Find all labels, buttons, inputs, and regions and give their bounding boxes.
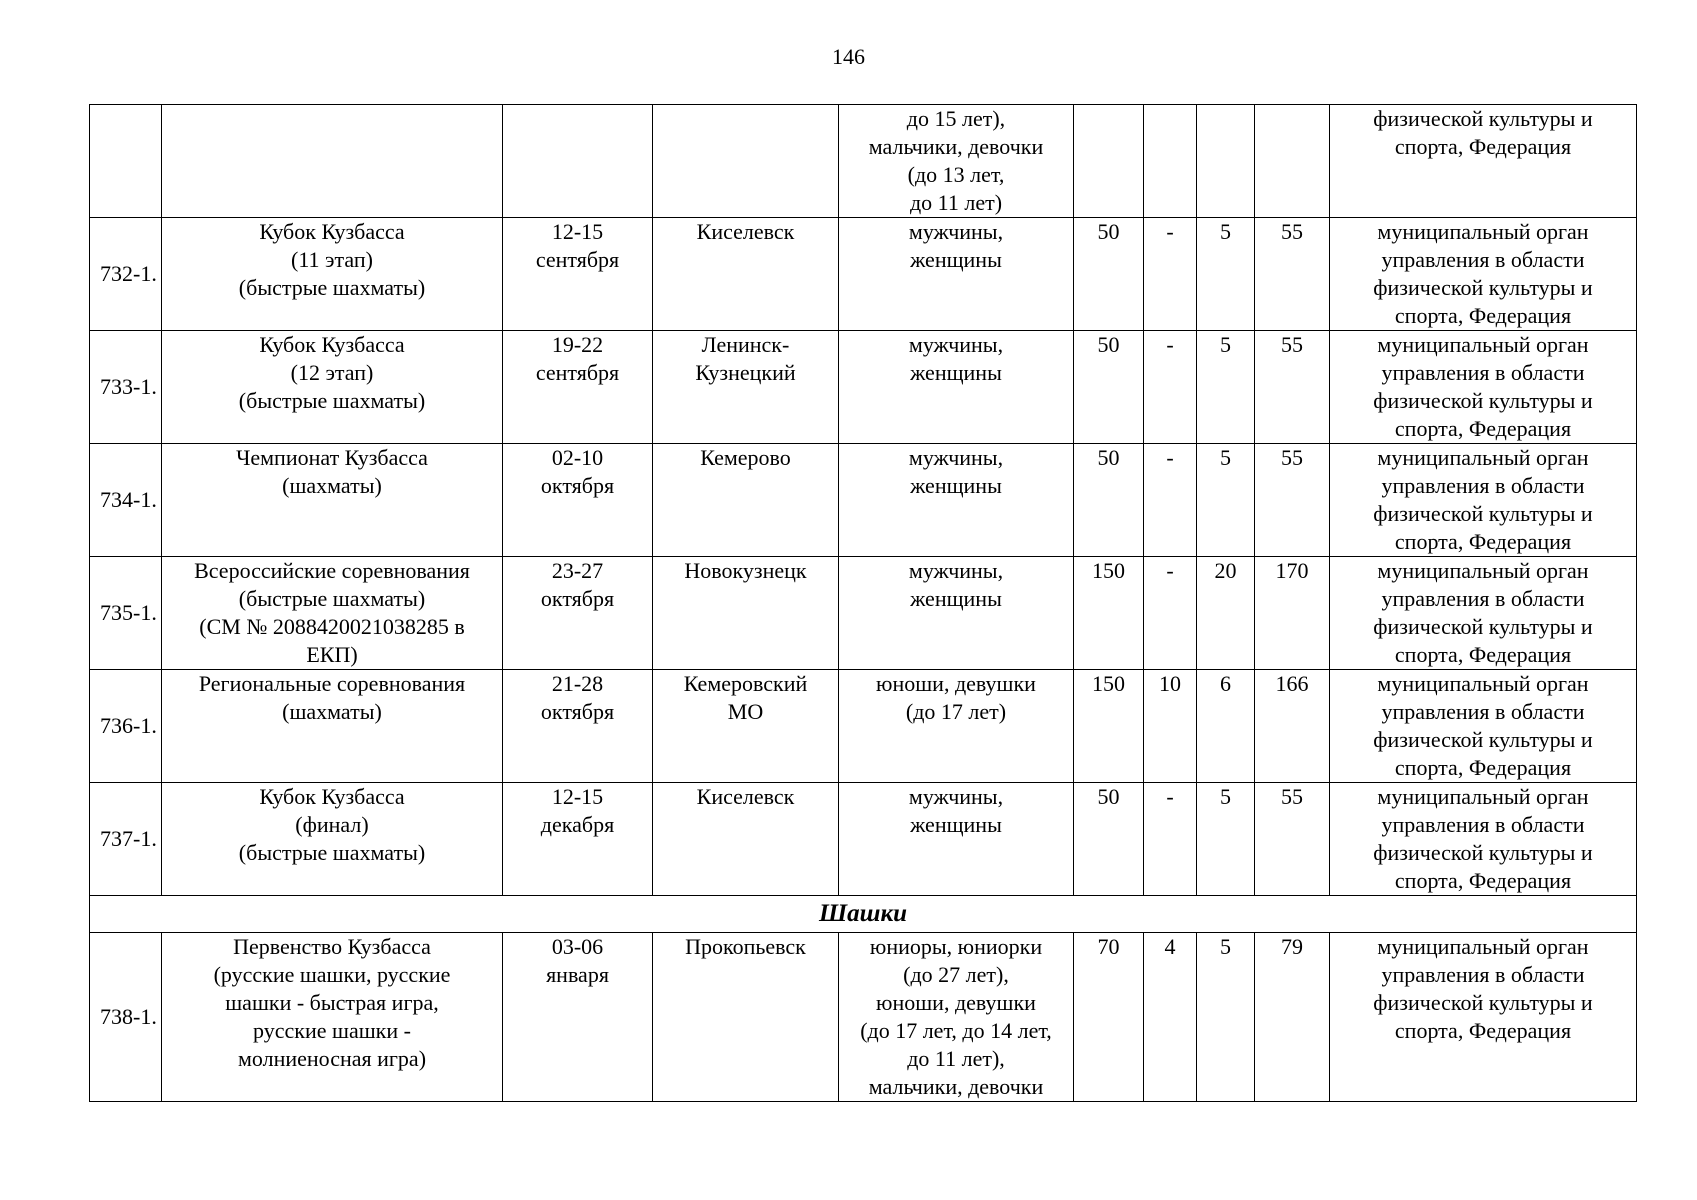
count-3: 5: [1197, 444, 1255, 557]
table-row: [90, 105, 1637, 218]
event-name: [162, 105, 503, 218]
event-dates: 23-27 октября: [503, 557, 653, 670]
table-row: [90, 218, 1637, 331]
event-organizer: муниципальный орган управления в области физической культуры и спорта, Федерация: [1330, 783, 1637, 896]
event-place: Киселевск: [653, 783, 839, 896]
event-participants: мужчины, женщины: [839, 331, 1074, 444]
event-place: Прокопьевск: [653, 933, 839, 1102]
count-total: 55: [1255, 444, 1330, 557]
event-place: Кемерово: [653, 444, 839, 557]
event-participants: мужчины, женщины: [839, 557, 1074, 670]
row-number: 734-1.: [90, 444, 162, 557]
count-3: 6: [1197, 670, 1255, 783]
event-place: Новокузнецк: [653, 557, 839, 670]
event-organizer: муниципальный орган управления в области физической культуры и спорта, Федерация: [1330, 670, 1637, 783]
event-dates: 12-15 сентября: [503, 218, 653, 331]
table-row: [90, 444, 1637, 557]
event-place: Ленинск- Кузнецкий: [653, 331, 839, 444]
count-2: -: [1144, 331, 1197, 444]
table-row: [90, 783, 1637, 896]
count-total: 79: [1255, 933, 1330, 1102]
count-total: [1255, 105, 1330, 218]
count-1: [1074, 105, 1144, 218]
table-row: [90, 331, 1637, 444]
event-organizer: физической культуры и спорта, Федерация: [1330, 105, 1637, 218]
event-organizer: муниципальный орган управления в области физической культуры и спорта, Федерация: [1330, 444, 1637, 557]
event-participants: до 15 лет), мальчики, девочки (до 13 лет, до 11 лет): [839, 105, 1074, 218]
count-2: -: [1144, 218, 1197, 331]
count-1: 150: [1074, 670, 1144, 783]
event-name: Кубок Кузбасса (12 этап) (быстрые шахматы): [162, 331, 503, 444]
event-dates: 02-10 октября: [503, 444, 653, 557]
event-organizer: муниципальный орган управления в области физической культуры и спорта, Федерация: [1330, 331, 1637, 444]
event-dates: 03-06 января: [503, 933, 653, 1102]
row-number: 733-1.: [90, 331, 162, 444]
event-dates: 12-15 декабря: [503, 783, 653, 896]
count-2: -: [1144, 444, 1197, 557]
count-3: 5: [1197, 331, 1255, 444]
event-organizer: муниципальный орган управления в области физической культуры и спорта, Федерация: [1330, 557, 1637, 670]
count-1: 50: [1074, 218, 1144, 331]
event-name: Региональные соревнования (шахматы): [162, 670, 503, 783]
count-total: 55: [1255, 218, 1330, 331]
count-3: 5: [1197, 933, 1255, 1102]
page-number: 146: [832, 44, 865, 69]
count-1: 70: [1074, 933, 1144, 1102]
count-total: 170: [1255, 557, 1330, 670]
count-3: 5: [1197, 218, 1255, 331]
section-title: Шашки: [90, 896, 1637, 933]
row-number: 735-1.: [90, 557, 162, 670]
row-number: 736-1.: [90, 670, 162, 783]
event-name: Кубок Кузбасса (11 этап) (быстрые шахматы): [162, 218, 503, 331]
row-number: 732-1.: [90, 218, 162, 331]
event-name: Всероссийские соревнования (быстрые шахматы) (СМ № 2088420021038285 в ЕКП): [162, 557, 503, 670]
count-total: 55: [1255, 331, 1330, 444]
event-organizer: муниципальный орган управления в области физической культуры и спорта, Федерация: [1330, 218, 1637, 331]
count-2: 10: [1144, 670, 1197, 783]
events-table: [89, 104, 1637, 1102]
table-row: [90, 670, 1637, 783]
event-name: Кубок Кузбасса (финал) (быстрые шахматы): [162, 783, 503, 896]
row-number: [90, 105, 162, 218]
count-1: 50: [1074, 444, 1144, 557]
count-1: 50: [1074, 783, 1144, 896]
row-number: 738-1.: [90, 933, 162, 1102]
count-2: -: [1144, 783, 1197, 896]
count-1: 150: [1074, 557, 1144, 670]
event-organizer: муниципальный орган управления в области физической культуры и спорта, Федерация: [1330, 933, 1637, 1102]
event-dates: 21-28 октября: [503, 670, 653, 783]
row-number: 737-1.: [90, 783, 162, 896]
event-participants: юноши, девушки (до 17 лет): [839, 670, 1074, 783]
count-3: 20: [1197, 557, 1255, 670]
event-participants: мужчины, женщины: [839, 218, 1074, 331]
count-1: 50: [1074, 331, 1144, 444]
section-row: [90, 896, 1637, 933]
count-3: 5: [1197, 783, 1255, 896]
count-2: -: [1144, 557, 1197, 670]
count-3: [1197, 105, 1255, 218]
event-name: Первенство Кузбасса (русские шашки, русские шашки - быстрая игра, русские шашки - молниеносная игра): [162, 933, 503, 1102]
event-place: [653, 105, 839, 218]
count-total: 55: [1255, 783, 1330, 896]
count-2: [1144, 105, 1197, 218]
event-name: Чемпионат Кузбасса (шахматы): [162, 444, 503, 557]
table-row: [90, 557, 1637, 670]
count-2: 4: [1144, 933, 1197, 1102]
event-participants: мужчины, женщины: [839, 444, 1074, 557]
event-dates: 19-22 сентября: [503, 331, 653, 444]
event-place: Кемеровский МО: [653, 670, 839, 783]
event-place: Киселевск: [653, 218, 839, 331]
table-row: [90, 933, 1637, 1102]
event-participants: юниоры, юниорки (до 27 лет), юноши, девушки (до 17 лет, до 14 лет, до 11 лет), мальчики, девочки: [839, 933, 1074, 1102]
count-total: 166: [1255, 670, 1330, 783]
event-dates: [503, 105, 653, 218]
event-participants: мужчины, женщины: [839, 783, 1074, 896]
